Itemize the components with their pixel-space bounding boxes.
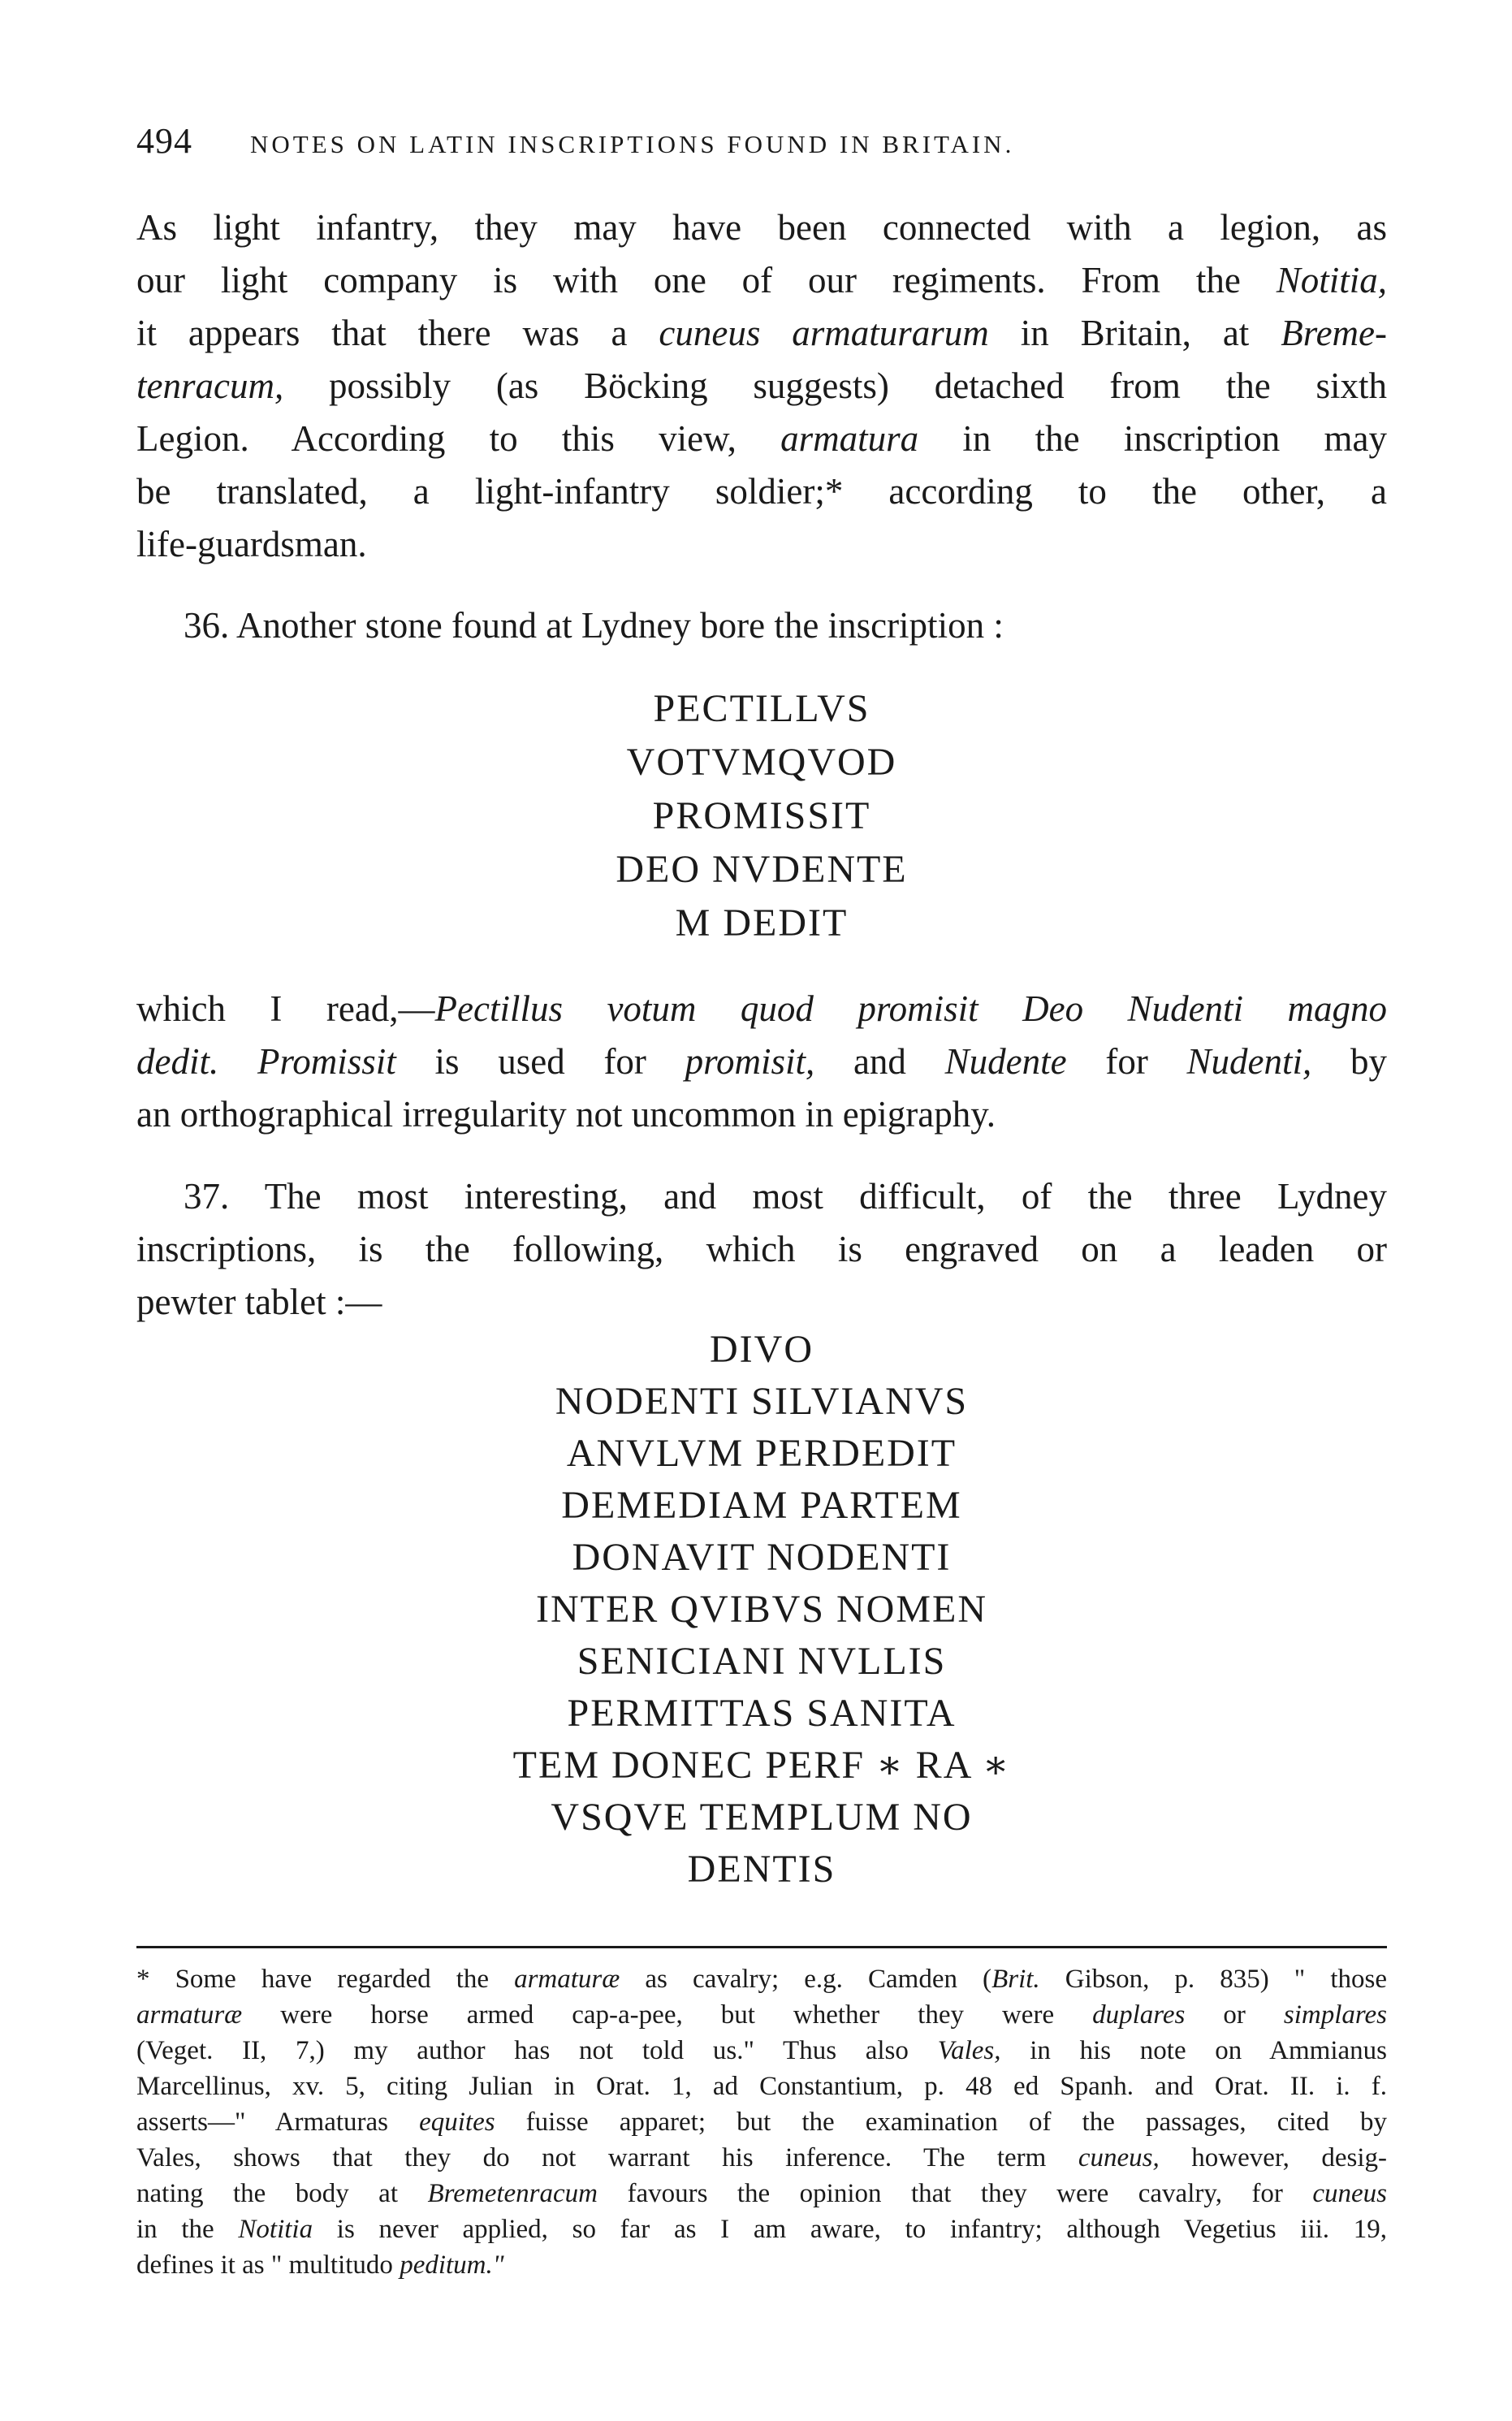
inscription-line: DENTIS	[687, 1848, 836, 1891]
inscription-line: INTER QVIBVS NOMEN	[536, 1588, 987, 1631]
paragraph-reading	[136, 983, 1387, 1141]
inscription-line: DEO NVDENTE	[616, 848, 908, 891]
text-line: an orthographical irregularity not uncommon in epigraphy.	[136, 1094, 996, 1135]
page-header	[136, 120, 1387, 169]
inscription-line: PERMITTAS SANITA	[567, 1692, 957, 1735]
paragraph-36	[136, 599, 1387, 652]
text-line: it appears that there was a cuneus armaturarum in Britain, at Breme-	[136, 313, 1387, 353]
footnote-line: armaturæ were horse armed cap-a-pee, but whether they were duplares or simplares	[136, 2000, 1387, 2030]
text-line: Legion. According to this view, armatura in the inscription may	[136, 418, 1388, 459]
inscription-line: M DEDIT	[675, 901, 849, 945]
text-line: be translated, a light-infantry soldier;* according to the other, a	[136, 471, 1387, 512]
inscription-line: PECTILLVS	[653, 687, 870, 730]
text-line: 37. The most interesting, and most difficult, of the three Lydney	[184, 1176, 1387, 1217]
inscription-line: SENICIANI NVLLIS	[577, 1640, 947, 1683]
text-line: life-guardsman.	[136, 524, 367, 564]
text-line: As light infantry, they may have been connected with a legion, as	[136, 207, 1387, 248]
footnote-line: in the Notitia is never applied, so far as I am aware, to infantry; although Vegetius iii. 19,	[136, 2215, 1387, 2244]
inscription-line: VOTVMQVOD	[626, 741, 897, 784]
text-line: our light company is with one of our regiments. From the Notitia,	[136, 260, 1387, 300]
inscription-pectillus	[136, 682, 1387, 950]
paragraph-armatura	[136, 201, 1387, 571]
inscription-line: VSQVE TEMPLUM NO	[551, 1796, 973, 1839]
footnote-line: nating the body at Bremetenracum favours the opinion that they were cavalry, for cuneus	[136, 2179, 1387, 2208]
footnote-line: * Some have regarded the armaturæ as cavalry; e.g. Camden (Brit. Gibson, p. 835) " those	[136, 1965, 1388, 1994]
inscription-line: PROMISSIT	[652, 794, 871, 837]
footnote-line: Vales, shows that they do not warrant his inference. The term cuneus, however, desig-	[136, 2143, 1387, 2172]
footnote-line: defines it as " multitudo peditum."	[136, 2250, 504, 2280]
footnote-line: Marcellinus, xv. 5, citing Julian in Orat. 1, ad Constantium, p. 48 ed Spanh. and Orat. II. i. f.	[136, 2072, 1387, 2101]
text-line: which I read,—Pectillus votum quod promisit Deo Nudenti magno	[136, 988, 1388, 1029]
running-title: NOTES ON LATIN INSCRIPTIONS FOUND IN BRITAIN.	[250, 130, 1015, 158]
footnote-divider	[136, 1946, 1387, 1948]
inscription-line: DONAVIT NODENTI	[572, 1536, 952, 1579]
footnote-line: asserts—" Armaturas equites fuisse apparet; but the examination of the passages, cited by	[136, 2108, 1387, 2137]
text-line: inscriptions, is the following, which is engraved on a leaden or	[136, 1229, 1387, 1269]
text-line: tenracum, possibly (as Böcking suggests) detached from the sixth	[136, 365, 1387, 406]
inscription-divo-nodenti	[136, 1324, 1387, 1896]
inscription-line: DEMEDIAM PARTEM	[561, 1484, 962, 1527]
text-line: pewter tablet :—	[136, 1282, 382, 1322]
footnote	[136, 1961, 1387, 2283]
inscription-line: ANVLVM PERDEDIT	[566, 1432, 957, 1475]
inscription-line: DIVO	[710, 1328, 814, 1371]
footnote-line: (Veget. II, 7,) my author has not told us." Thus also Vales, in his note on Ammianus	[136, 2036, 1388, 2065]
page-number: 494	[136, 121, 192, 161]
text-line: dedit. Promissit is used for promisit, and Nudente for Nudenti, by	[136, 1041, 1387, 1082]
inscription-line: TEM DONEC PERF ∗ RA ∗	[512, 1744, 1011, 1787]
text-line: 36. Another stone found at Lydney bore the inscription :	[184, 605, 1004, 646]
inscription-line: NODENTI SILVIANVS	[555, 1380, 969, 1423]
paragraph-37	[136, 1170, 1387, 1329]
